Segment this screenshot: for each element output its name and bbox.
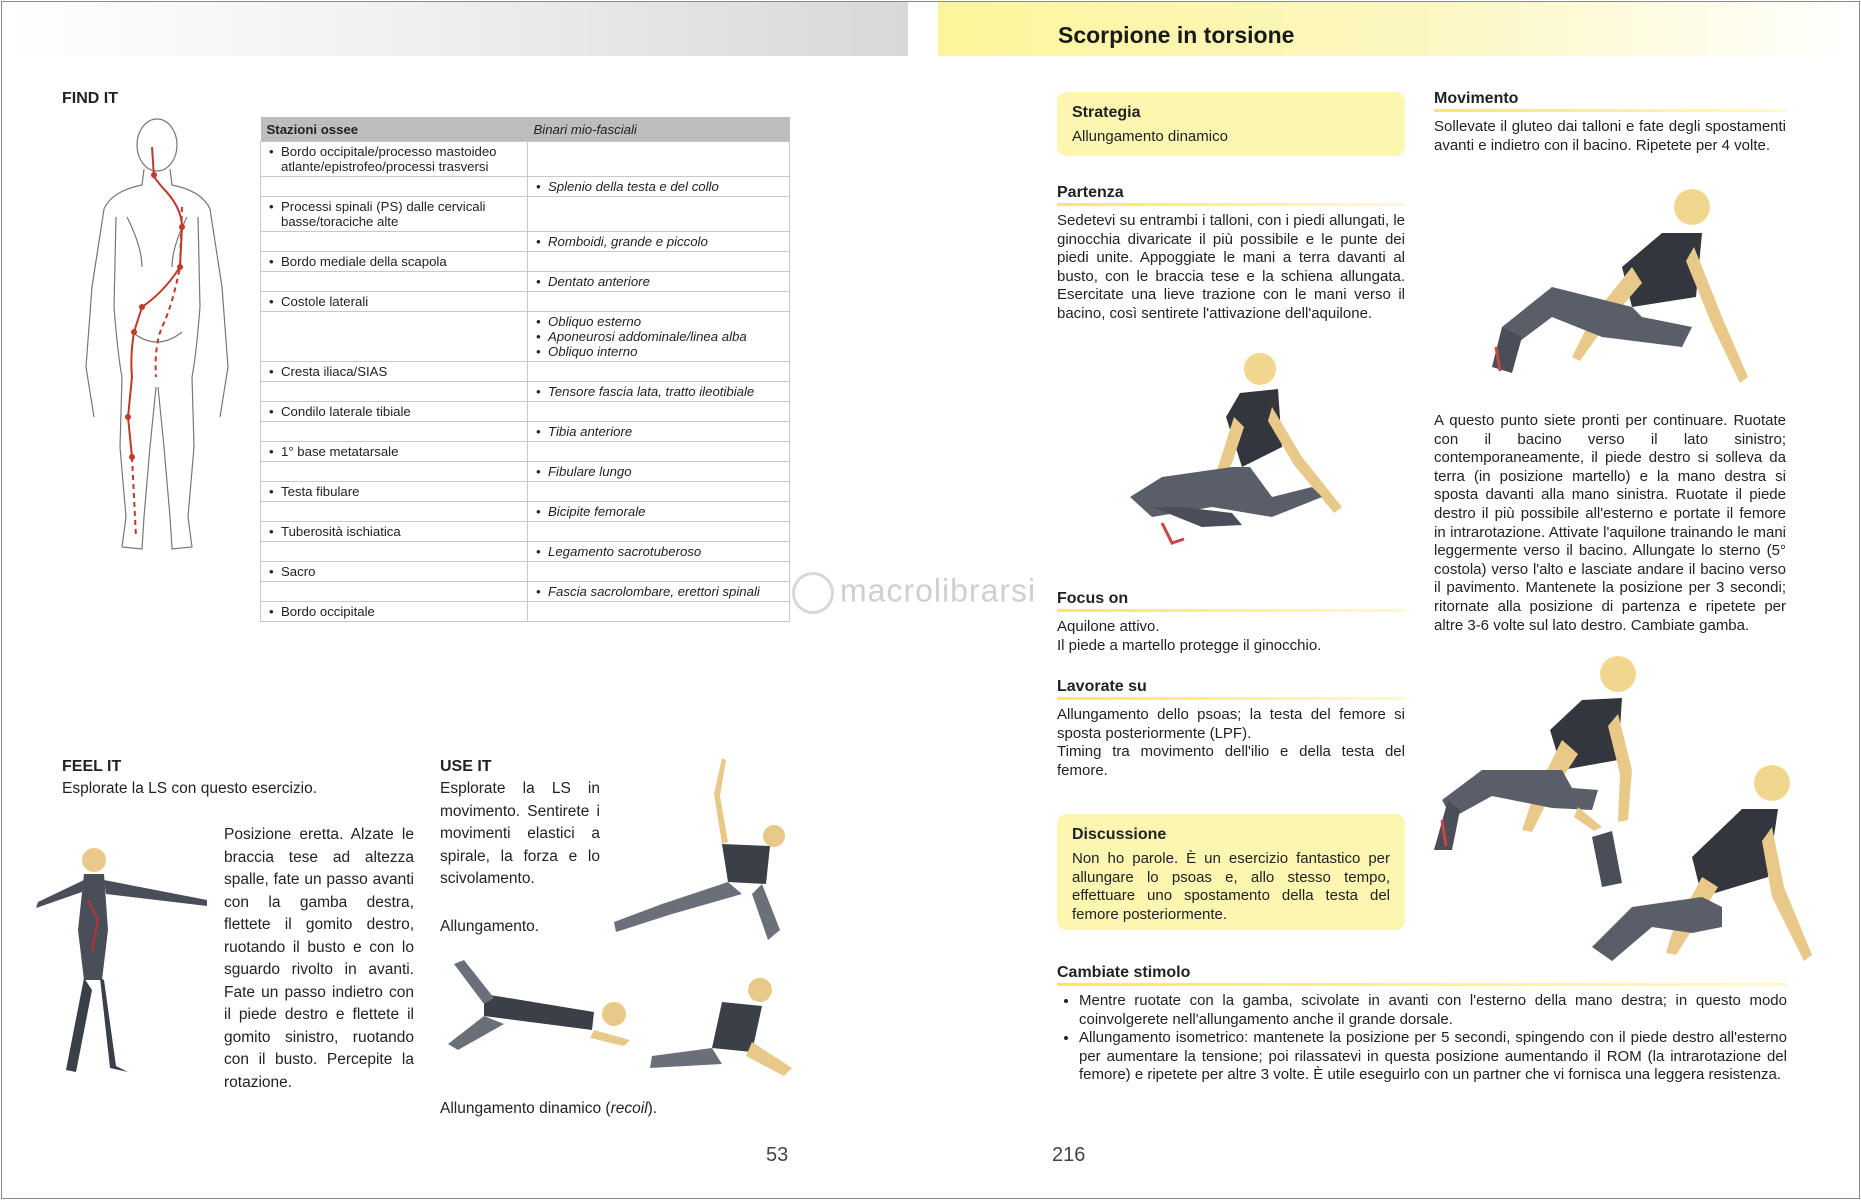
cell-text: Cresta iliaca/SIAS	[281, 364, 388, 379]
cell-text: Obliquo interno	[548, 344, 638, 359]
bullet-icon: •	[536, 584, 541, 599]
bone-station-cell	[261, 382, 528, 402]
caption-text: Allungamento dinamico (	[440, 1100, 611, 1117]
focus-on-text	[1057, 618, 1405, 655]
bone-station-cell	[261, 522, 528, 542]
table-row	[261, 292, 790, 312]
movimento-text: Sollevate il gluteo dai talloni e fate degli spostamenti avanti e indietro con il bacino. Ripetete per 4 volte.	[1434, 118, 1786, 154]
table-row	[261, 482, 790, 502]
cell-text: Tibia anteriore	[548, 424, 633, 439]
bone-station-cell	[261, 312, 528, 362]
table-row	[261, 142, 790, 177]
prone-recoil-photo-1	[444, 954, 634, 1054]
bullet-icon: •	[536, 179, 541, 194]
discussione-text: Non ho parole. È un esercizio fantastico per allungare lo psoas e, allo stesso tempo, effettuare uno spostamento della testa del femore posteriormente.	[1072, 850, 1390, 923]
table-row	[261, 312, 790, 362]
focus-on-title: Focus on	[1057, 590, 1129, 607]
cell-text: Bordo occipitale/processo mastoideo atlante/epistrofeo/processi trasversi	[281, 144, 497, 174]
bullet-icon: •	[536, 384, 541, 399]
prone-recoil-photo-2	[642, 972, 802, 1082]
use-it-caption-recoil	[440, 1098, 657, 1121]
table-row	[261, 542, 790, 562]
bullet-icon: •	[269, 254, 274, 269]
discussione-title: Discussione	[1072, 826, 1167, 843]
table-row	[261, 177, 790, 197]
myofascial-cell	[528, 382, 790, 402]
cell-text: Bordo occipitale	[281, 604, 375, 619]
myofascial-cell	[528, 542, 790, 562]
use-it-heading: USE IT	[440, 758, 492, 775]
myofascial-cell	[528, 312, 790, 362]
standing-woman-photo	[32, 840, 212, 1080]
lavorate-su-underline	[1057, 697, 1405, 700]
kneeling-start-photo	[1122, 347, 1362, 567]
table-row	[261, 272, 790, 292]
cell-text: Aponeurosi addominale/linea alba	[548, 329, 747, 344]
bone-station-cell	[261, 422, 528, 442]
bone-station-cell	[261, 197, 528, 232]
feel-it-heading: FEEL IT	[62, 758, 122, 775]
lavorate-su-text	[1057, 706, 1405, 780]
cell-text: Fascia sacrolombare, erettori spinali	[548, 584, 760, 599]
table-header: Binari mio-fasciali	[528, 117, 790, 142]
table-body	[261, 142, 790, 622]
watermark-text: macrolibrarsi	[840, 572, 1037, 609]
cambiate-stimolo-list-wrap	[1057, 992, 1787, 1085]
bullet-icon: •	[269, 199, 274, 214]
myofascial-cell	[528, 562, 790, 582]
continua-text: A questo punto siete pronti per continuare. Ruotate con il bacino verso il lato sinistro; contemporaneamente, il piede destro si solleva da terra (in posizione martello) e la mano destra si sposta davanti alla mano sinistra. Ruotate il piede destro il più possibile all'esterno e portate il femore in intrarotazione. Attivate l'aquilone trainando le mani leggermente verso il bacino. Allungate lo sterno (5° costola) verso l'alto e lasciate andare il bacino verso il pavimento. Mantenete la posizione per 3 secondi; ritornate alla posizione di partenza e ripetete per altre 3-6 volte sul lato destro. Cambiate gamba.	[1434, 412, 1786, 634]
myofascial-cell	[528, 197, 790, 232]
bullet-icon: •	[536, 344, 541, 359]
myofascial-cell	[528, 292, 790, 312]
watermark-logo	[792, 572, 1036, 614]
myofascial-cell	[528, 522, 790, 542]
bone-station-cell	[261, 232, 528, 252]
cell-text: Testa fibulare	[281, 484, 360, 499]
bone-station-cell	[261, 562, 528, 582]
cell-text: 1° base metatarsale	[281, 444, 399, 459]
left-header-band	[2, 2, 908, 56]
cell-text: Obliquo esterno	[548, 314, 642, 329]
cell-text: Dentato anteriore	[548, 274, 650, 289]
table-row	[261, 522, 790, 542]
bullet-icon: •	[269, 144, 274, 159]
cell-text: Processi spinali (PS) dalle cervicali basse/toraciche alte	[281, 199, 486, 229]
myofascial-cell	[528, 362, 790, 382]
strategia-text: Allungamento dinamico	[1072, 128, 1228, 145]
movimento-title: Movimento	[1434, 90, 1519, 107]
feel-it-body: Posizione eretta. Alzate le braccia tese ad altezza spalle, fate un passo avanti con la gamba destra, flettete il gomito destro, ruotando il busto e con lo sguardo rivolto in avanti. Fate un passo indietro con il piede destro e flettete il gomito sinistro, ruotando con il busto. Percepite la rotazione.	[224, 826, 414, 1091]
page-number-right: 216	[1052, 1144, 1086, 1166]
cell-text: Bicipite femorale	[548, 504, 646, 519]
page-number-left: 53	[766, 1144, 789, 1166]
table-row	[261, 602, 790, 622]
movimento-underline	[1434, 109, 1786, 112]
myofascial-cell	[528, 142, 790, 177]
caption-italic: recoil	[610, 1100, 648, 1117]
list-item: • Allungamento isometrico: mantenete la posizione per 5 secondi, spingendo con il piede destro all'esterno per aumentare la tensione; poi rilassatevi in questa posizione aumentando il ROM (la intrarotazione del femore) e ripetete per altre 3 volte. È utile eseguirlo con un partner che vi fornisca una leggera resistenza.	[1079, 1029, 1787, 1085]
table-header-row	[261, 117, 790, 142]
cambiate-stimolo-list	[1057, 992, 1787, 1085]
cell-text: Romboidi, grande e piccolo	[548, 234, 708, 249]
bones-table	[260, 117, 790, 622]
cell-text: Bordo mediale della scapola	[281, 254, 447, 269]
table-row	[261, 582, 790, 602]
bone-station-cell	[261, 542, 528, 562]
cell-text: Legamento sacrotuberoso	[548, 544, 702, 559]
bullet-icon: •	[536, 314, 541, 329]
bullet-icon: •	[536, 274, 541, 289]
bone-station-cell	[261, 272, 528, 292]
table-row	[261, 442, 790, 462]
table-row	[261, 232, 790, 252]
partenza-title: Partenza	[1057, 184, 1124, 201]
table-row	[261, 252, 790, 272]
lavorate-su-line: Timing tra movimento dell'ilio e della testa del femore.	[1057, 743, 1405, 779]
cell-text: Tuberosità ischiatica	[281, 524, 401, 539]
watermark-circle-icon	[792, 572, 834, 614]
myofascial-cell	[528, 442, 790, 462]
table-row	[261, 197, 790, 232]
cell-text: Splenio della testa e del collo	[548, 179, 719, 194]
feel-it-intro: Esplorate la LS con questo esercizio.	[62, 780, 318, 797]
page-title: Scorpione in torsione	[1058, 22, 1295, 48]
cell-text: Sacro	[281, 564, 316, 579]
cell-text: Condilo laterale tibiale	[281, 404, 411, 419]
bone-station-cell	[261, 462, 528, 482]
anatomy-back-figure	[82, 117, 232, 557]
table-row	[261, 362, 790, 382]
myofascial-cell	[528, 272, 790, 292]
focus-on-line: Aquilone attivo.	[1057, 618, 1160, 635]
bullet-icon: •	[536, 504, 541, 519]
cambiate-stimolo-underline	[1057, 983, 1787, 986]
myofascial-cell	[528, 252, 790, 272]
bone-station-cell	[261, 142, 528, 177]
bullet-icon: •	[536, 544, 541, 559]
myofascial-cell	[528, 232, 790, 252]
myofascial-cell	[528, 177, 790, 197]
myofascial-cell	[528, 602, 790, 622]
focus-on-underline	[1057, 609, 1405, 612]
focus-on-line: Il piede a martello protegge il ginocchio.	[1057, 636, 1322, 654]
myofascial-cell	[528, 422, 790, 442]
bullet-icon: •	[269, 404, 274, 419]
bone-station-cell	[261, 252, 528, 272]
bone-station-cell	[261, 582, 528, 602]
myofascial-cell	[528, 462, 790, 482]
table-row	[261, 462, 790, 482]
discussione-box	[1057, 814, 1405, 930]
lunge-stretch-photo	[602, 754, 802, 944]
rotation-photo-2	[1572, 757, 1822, 967]
table-header: Stazioni ossee	[261, 117, 528, 142]
myofascial-cell	[528, 582, 790, 602]
bullet-icon: •	[536, 329, 541, 344]
table-row	[261, 402, 790, 422]
use-it-body: Esplorate la LS in movimento. Sentirete i movimenti elastici a spirale, la forza e lo scivolamento.	[440, 780, 600, 887]
cell-text: Fibulare lungo	[548, 464, 632, 479]
bone-station-cell	[261, 502, 528, 522]
bullet-icon: •	[269, 444, 274, 459]
bullet-icon: •	[269, 564, 274, 579]
table-row	[261, 502, 790, 522]
bullet-icon: •	[269, 484, 274, 499]
cambiate-stimolo-title: Cambiate stimolo	[1057, 964, 1191, 981]
bullet-icon: •	[269, 294, 274, 309]
caption-text: ).	[647, 1100, 658, 1117]
bullet-icon: •	[269, 604, 274, 619]
bullet-icon: •	[269, 364, 274, 379]
book-spread	[1, 1, 1860, 1199]
bullet-icon: •	[269, 524, 274, 539]
cell-text: Tensore fascia lata, tratto ileotibiale	[548, 384, 755, 399]
strategia-box	[1057, 92, 1405, 156]
bullet-icon: •	[536, 234, 541, 249]
lavorate-su-title: Lavorate su	[1057, 678, 1147, 695]
strategia-title: Strategia	[1072, 104, 1141, 121]
table-row	[261, 422, 790, 442]
partenza-underline	[1057, 203, 1405, 206]
bone-station-cell	[261, 482, 528, 502]
bullet-icon: •	[536, 464, 541, 479]
bone-station-cell	[261, 177, 528, 197]
bone-station-cell	[261, 292, 528, 312]
table-row	[261, 382, 790, 402]
lavorate-su-line: Allungamento dello psoas; la testa del femore si sposta posteriormente (LPF).	[1057, 706, 1405, 742]
partenza-text: Sedetevi su entrambi i talloni, con i piedi allungati, le ginocchia divaricate il più possibile e le punte dei piedi unite. Appoggiate le mani a terra davanti al busto, con le braccia tese e la schiena allungata. Esercitate una lieve trazione con le mani verso il bacino, così sentirete l'attivazione dell'aquilone.	[1057, 212, 1405, 322]
bone-station-cell	[261, 442, 528, 462]
bone-station-cell	[261, 362, 528, 382]
myofascial-cell	[528, 402, 790, 422]
use-it-caption-stretch: Allungamento.	[440, 918, 540, 935]
bone-station-cell	[261, 602, 528, 622]
bullet-icon: •	[536, 424, 541, 439]
myofascial-cell	[528, 482, 790, 502]
find-it-heading: FIND IT	[62, 90, 118, 107]
list-item: • Mentre ruotate con la gamba, scivolate in avanti con l'esterno della mano destra; in questo modo coinvolgerete nell'allungamento anche il grande dorsale.	[1079, 992, 1787, 1029]
bone-station-cell	[261, 402, 528, 422]
myofascial-cell	[528, 502, 790, 522]
cell-text: Costole laterali	[281, 294, 369, 309]
pelvis-shift-photo	[1482, 177, 1782, 407]
table-row	[261, 562, 790, 582]
